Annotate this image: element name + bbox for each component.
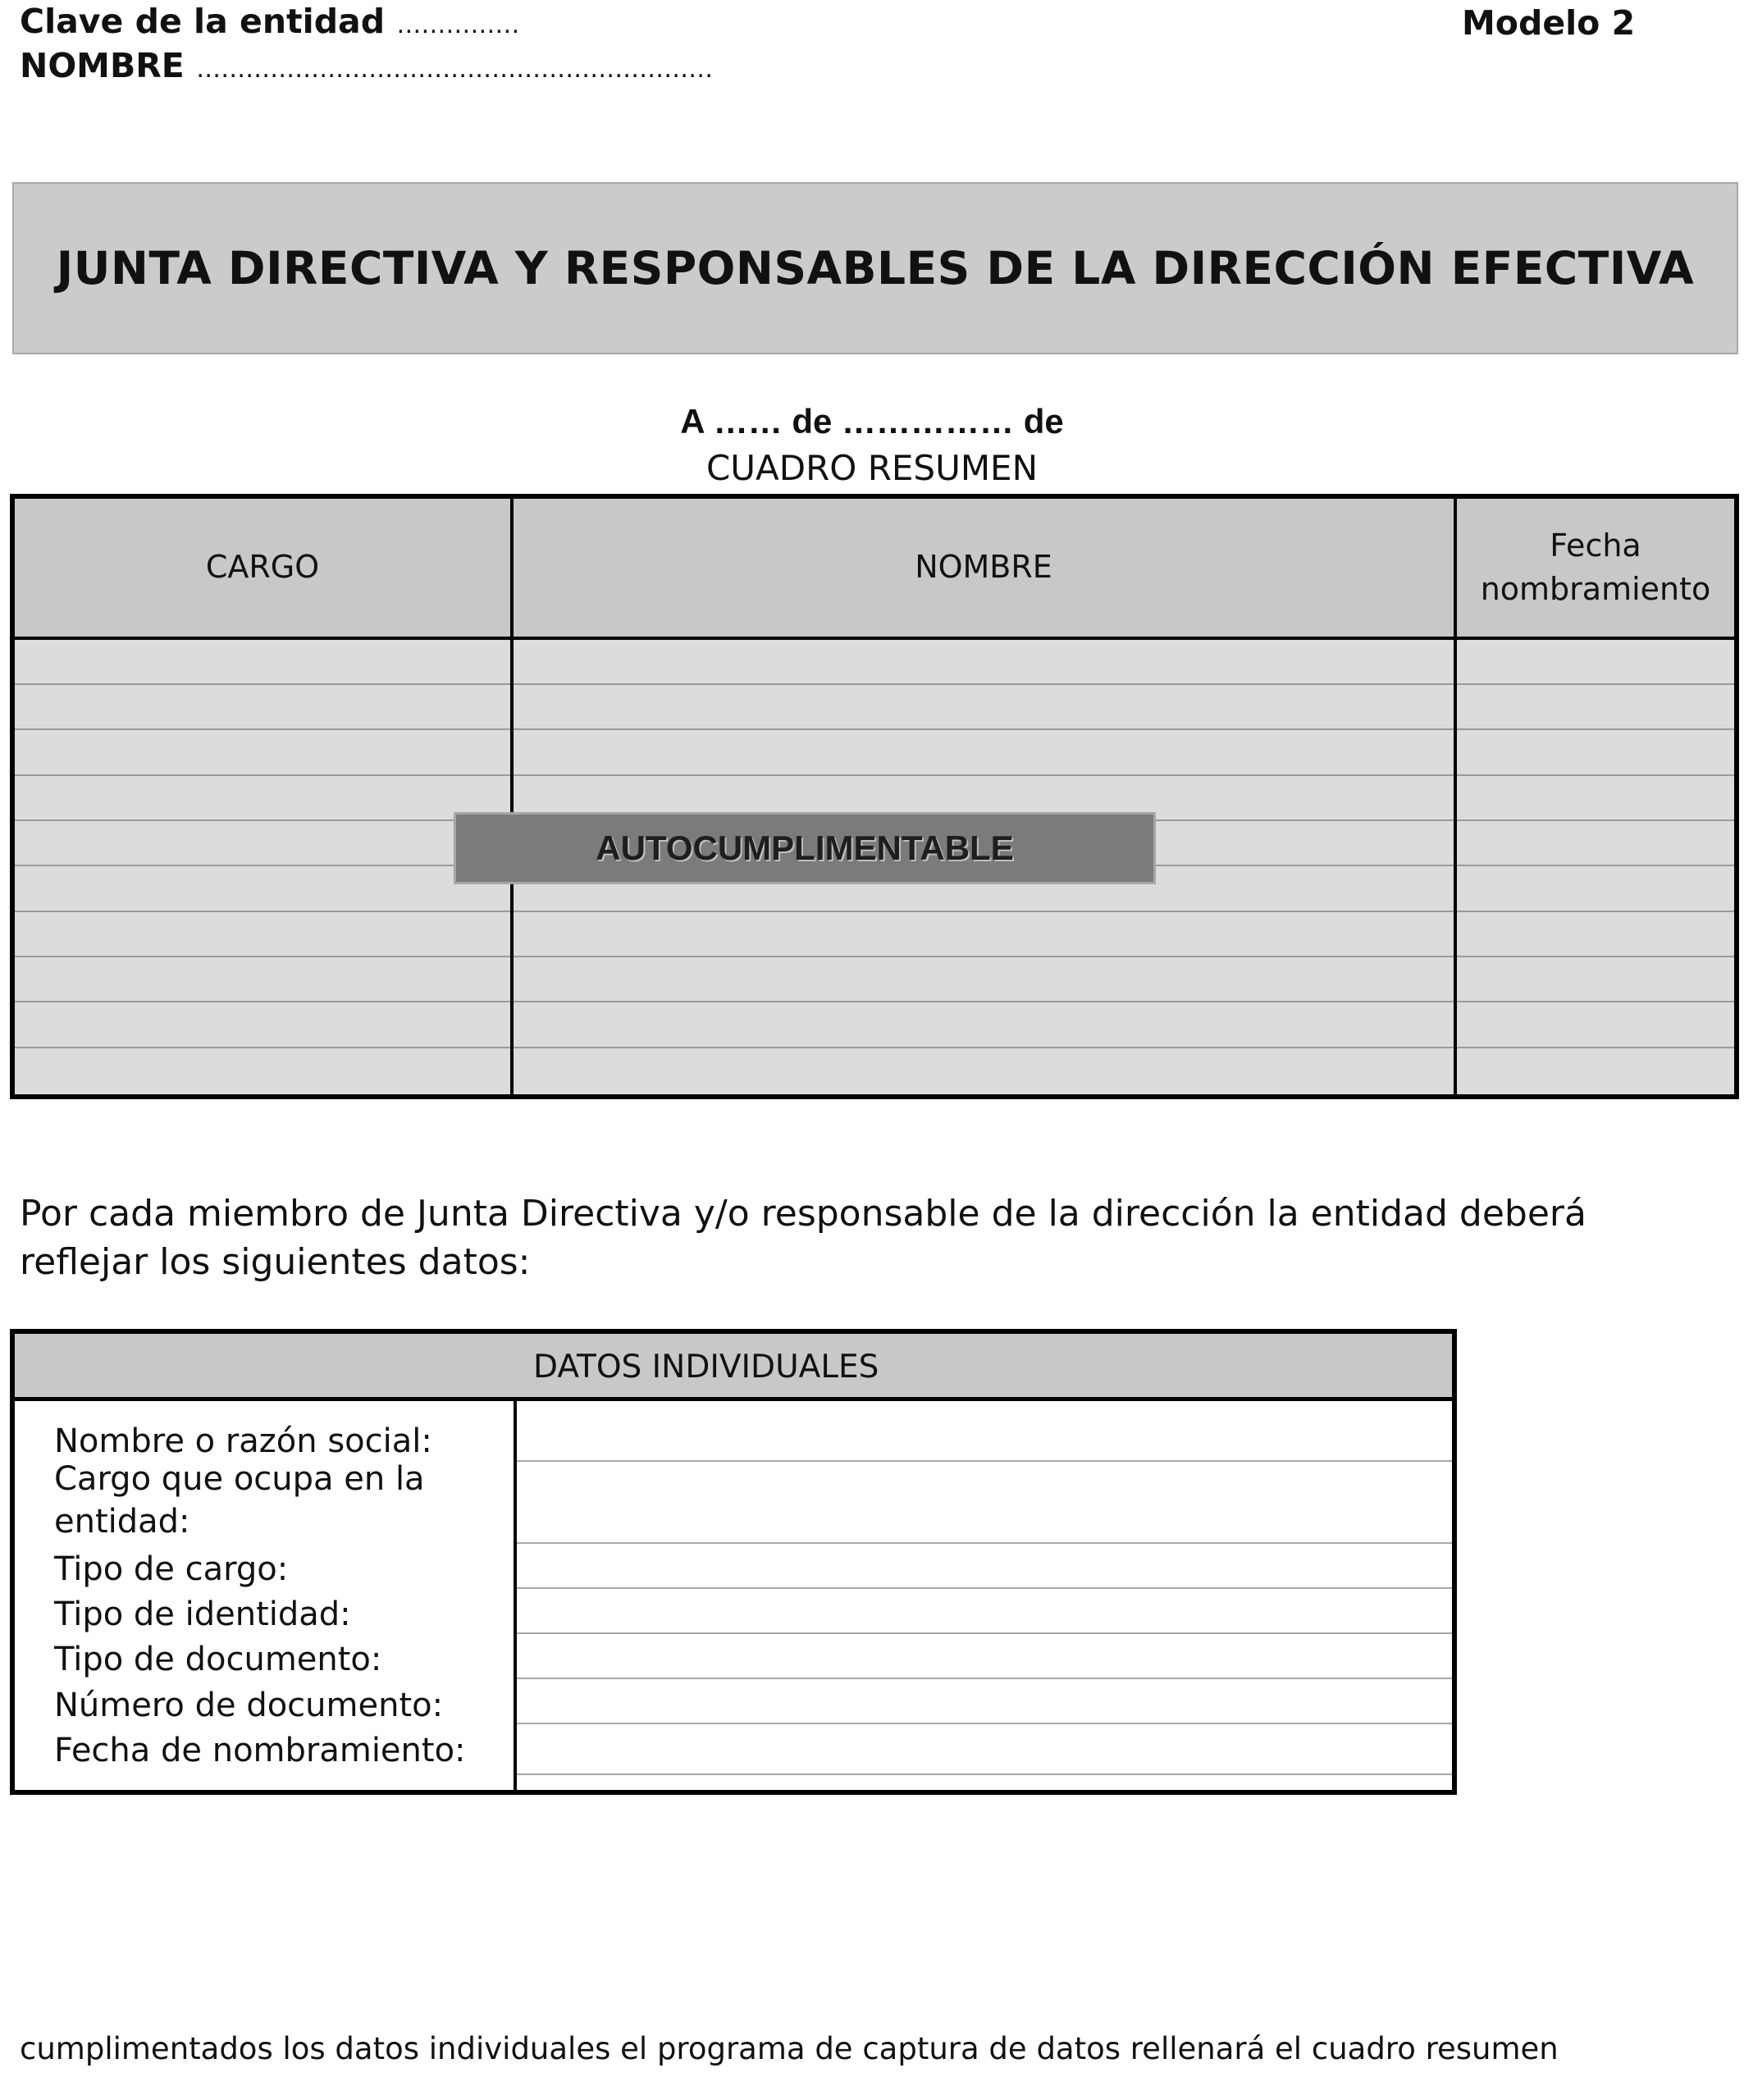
autocomplete-badge-label: AUTOCUMPLIMENTABLE — [596, 829, 1014, 867]
title-banner — [12, 182, 1738, 354]
page-title: JUNTA DIRECTIVA Y RESPONSABLES DE LA DIRECCIÓN EFECTIVA — [56, 242, 1695, 294]
summary-table-header — [15, 499, 1734, 640]
field-line — [517, 1678, 1452, 1679]
table-row-divider — [15, 683, 1734, 685]
table-row-divider — [15, 1047, 1734, 1048]
field-line — [517, 1723, 1452, 1724]
autocomplete-badge — [454, 812, 1156, 884]
table-row-divider — [15, 728, 1734, 730]
field-label-position-cont: entidad: — [54, 1503, 190, 1541]
column-divider — [510, 499, 514, 1094]
table-row-divider — [15, 911, 1734, 912]
table-row-divider — [15, 1001, 1734, 1002]
model-number: Modelo 2 — [1462, 3, 1636, 43]
column-header-nombre: NOMBRE — [915, 549, 1052, 586]
entity-name-label: NOMBRE — [20, 46, 185, 85]
entity-key-label: Clave de la entidad — [20, 2, 386, 41]
field-line — [517, 1774, 1452, 1775]
individual-data-header — [15, 1334, 1452, 1401]
entity-name-line — [20, 46, 713, 85]
field-label-position: Cargo que ocupa en la — [54, 1460, 425, 1498]
column-header-cargo: CARGO — [205, 549, 320, 586]
field-line — [517, 1542, 1452, 1544]
column-header-fecha: Fecha nombramiento — [1480, 527, 1711, 607]
table-row-divider — [15, 956, 1734, 957]
summary-table — [10, 494, 1739, 1099]
entity-key-dots: …………… — [396, 11, 520, 39]
date-line: A …… de …………… de — [680, 402, 1064, 441]
column-divider — [1454, 499, 1457, 1094]
entity-key-line — [20, 2, 519, 41]
field-label-position-type: Tipo de cargo: — [54, 1550, 289, 1588]
individual-data-title: DATOS INDIVIDUALES — [533, 1349, 879, 1386]
field-label-appointment-date: Fecha de nombramiento: — [54, 1732, 466, 1769]
field-line — [517, 1632, 1452, 1634]
individual-data-table — [10, 1329, 1457, 1795]
summary-table-caption: CUADRO RESUMEN — [705, 448, 1039, 488]
field-line — [517, 1460, 1452, 1462]
field-label-document-number: Número de documento: — [54, 1687, 444, 1724]
field-label-document-type: Tipo de documento: — [54, 1641, 382, 1678]
intro-paragraph: Por cada miembro de Junta Directiva y/o responsable de la dirección la entidad deberá reflejar los siguientes datos: — [20, 1193, 1586, 1283]
table-row-divider — [15, 774, 1734, 776]
entity-name-dots: ……………………………………………………… — [196, 55, 714, 84]
field-label-name: Nombre o razón social: — [54, 1422, 432, 1460]
field-line — [517, 1587, 1452, 1589]
field-label-identity-type: Tipo de identidad: — [54, 1596, 351, 1633]
footer-note: cumplimentados los datos individuales el programa de captura de datos rellenará el cuadro resumen — [20, 2031, 1559, 2066]
